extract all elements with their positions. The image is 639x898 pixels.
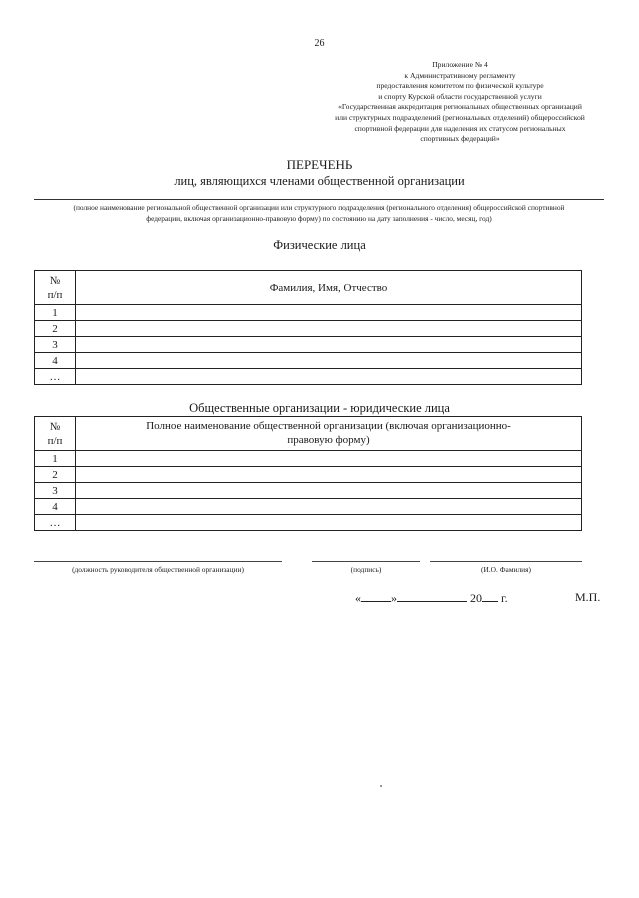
table-row <box>35 483 582 499</box>
day-blank[interactable] <box>361 590 391 602</box>
row-cell-empty[interactable] <box>76 305 582 321</box>
page-number: 26 <box>314 38 325 49</box>
caption-line: (полное наименование региональной общественной организации или структурного подразделения (регионального отделения) общероссийской спортивной <box>73 203 565 212</box>
table-row <box>35 353 582 369</box>
table-header-row <box>35 417 582 451</box>
position-signature-line <box>34 561 282 562</box>
year-suffix: г. <box>501 591 508 605</box>
month-blank[interactable] <box>397 590 467 602</box>
table-row <box>35 305 582 321</box>
table-row <box>35 467 582 483</box>
annex-line: спортивных федераций» <box>420 134 500 144</box>
date-line <box>355 590 508 606</box>
row-number: 4 <box>35 353 76 369</box>
table-header-row <box>35 271 582 305</box>
legal-entities-table <box>34 416 582 531</box>
scan-speck <box>380 785 382 787</box>
annex-line: к Административному регламенту <box>404 70 516 80</box>
row-number: 3 <box>35 337 76 353</box>
organization-name-caption <box>34 202 604 224</box>
legal-entities-heading: Общественные организации - юридические лица <box>189 401 450 415</box>
date-close-quote: » <box>391 591 397 605</box>
row-cell-empty[interactable] <box>76 337 582 353</box>
annex-line: или структурных подразделений (региональных отделений) общероссийской <box>335 112 585 122</box>
year-prefix: 20 <box>470 591 482 605</box>
row-cell-empty[interactable] <box>76 483 582 499</box>
column-header-number: № п/п <box>35 417 76 451</box>
table-row <box>35 499 582 515</box>
column-header-number: № п/п <box>35 271 76 305</box>
physical-persons-table <box>34 270 582 385</box>
row-number: 1 <box>35 451 76 467</box>
physical-persons-heading: Физические лица <box>273 238 366 252</box>
name-caption: (И.О. Фамилия) <box>481 565 531 574</box>
signature-line <box>312 561 420 562</box>
row-number: 3 <box>35 483 76 499</box>
row-cell-empty[interactable] <box>76 353 582 369</box>
organization-name-line <box>34 199 604 200</box>
row-cell-empty[interactable] <box>76 369 582 385</box>
document-subtitle: лиц, являющихся членами общественной организации <box>174 174 465 188</box>
date-open-quote: « <box>355 591 361 605</box>
row-cell-empty[interactable] <box>76 499 582 515</box>
row-number: 1 <box>35 305 76 321</box>
annex-header <box>312 60 608 145</box>
row-cell-empty[interactable] <box>76 515 582 531</box>
column-header-organization: Полное наименование общественной организации (включая организационно- правовую форму) <box>76 417 582 451</box>
table-row <box>35 337 582 353</box>
row-number: 2 <box>35 321 76 337</box>
row-number: … <box>35 515 76 531</box>
caption-line: федерации, включая организационно-правовую форму) по состоянию на дату заполнения - число, месяц, год) <box>146 214 492 223</box>
annex-line: Приложение № 4 <box>432 60 488 69</box>
row-number: 4 <box>35 499 76 515</box>
row-cell-empty[interactable] <box>76 467 582 483</box>
table-row <box>35 515 582 531</box>
row-cell-empty[interactable] <box>76 321 582 337</box>
row-number: … <box>35 369 76 385</box>
row-cell-empty[interactable] <box>76 451 582 467</box>
annex-line: «Государственная аккредитация региональных общественных организаций <box>338 102 582 112</box>
document-title: ПЕРЕЧЕНЬ <box>286 157 353 172</box>
table-row <box>35 321 582 337</box>
row-number: 2 <box>35 467 76 483</box>
annex-line: предоставления комитетом по физической культуре <box>376 81 544 91</box>
name-signature-line <box>430 561 582 562</box>
position-caption: (должность руководителя общественной организации) <box>72 565 244 574</box>
signature-caption: (подпись) <box>350 565 382 574</box>
year-blank[interactable] <box>482 590 498 602</box>
column-header-fio: Фамилия, Имя, Отчество <box>76 271 582 305</box>
stamp-place: М.П. <box>575 590 601 604</box>
annex-line: и спорту Курской области государственной услуги <box>378 91 542 101</box>
table-row <box>35 451 582 467</box>
annex-line: спортивной федерации для наделения их статусом региональных <box>354 123 566 133</box>
table-row <box>35 369 582 385</box>
